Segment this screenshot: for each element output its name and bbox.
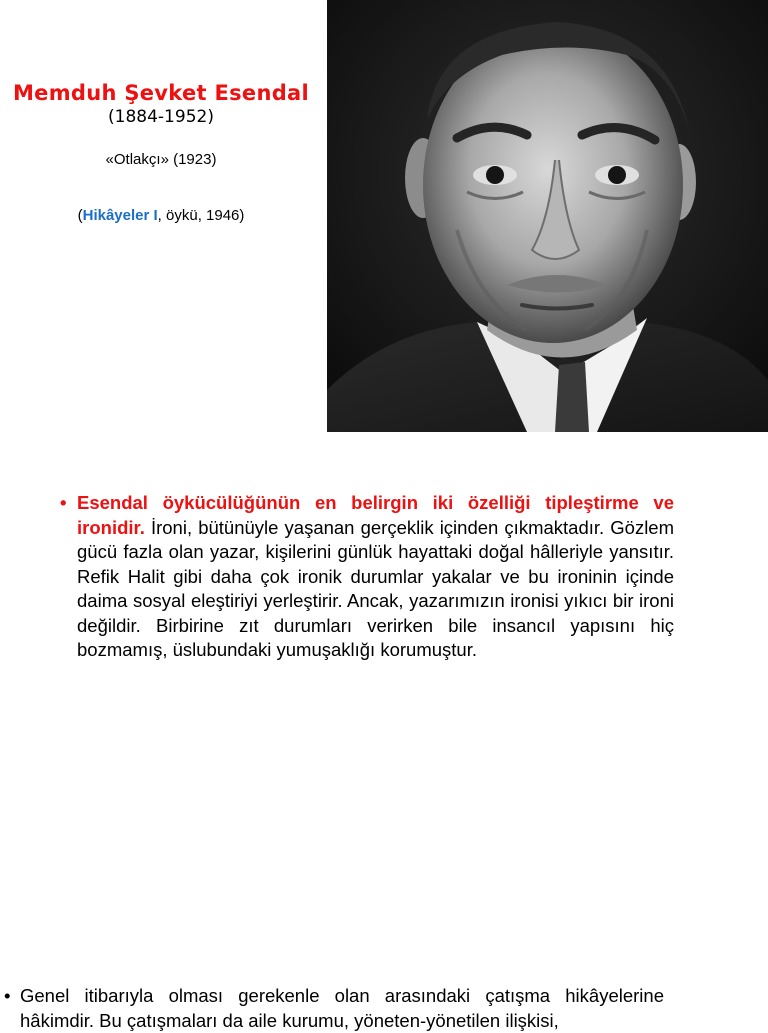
paragraph-irony: [60, 491, 674, 663]
paragraph-irony-lead: Esendal öykücülüğünün en belirgin iki özelliği tipleştirme ve ironidir.: [77, 492, 674, 538]
title-block: [0, 80, 322, 226]
work-otlakci: «Otlakçı» (1923): [105, 151, 217, 168]
work-hikayeler: [0, 206, 322, 226]
paragraph-conflict-text: Genel itibarıyla olması gerekenle olan arasındaki çatışma hikâyelerine hâkimdir. Bu çatışmaları da aile kurumu, yöneten-yönetilen ilişkisi,: [20, 985, 664, 1031]
bullet-marker: •: [4, 985, 11, 1006]
paragraph-conflict: [4, 984, 664, 1033]
work-hikayeler-open: (: [77, 207, 83, 224]
paragraph-irony-text: İroni, bütünüyle yaşanan gerçeklik içinden çıkmaktadır. Gözlem gücü fazla olan yazar, kişilerini günlük hayattaki doğal hâlleriyle yansıtır. Refik Halit gibi daha çok ironik durumlar yakalar ve bu ironinin içinde daima sosyal eleştiriyi yerleştirir. Ancak, yazarımızın ironisi yıkıcı bir ironi değildir. Birbirine zıt durumları verirken bile insancıl yapısını hiç bozmamış, üslubundaki yumuşaklığı korumuştur.: [77, 516, 674, 660]
author-name: Memduh Şevket Esendal: [12, 81, 310, 105]
work-hikayeler-title: Hikâyeler I: [82, 207, 158, 224]
author-years: (1884-1952): [108, 107, 214, 127]
work-hikayeler-details: , öykü, 1946): [157, 207, 245, 224]
bullet-marker: •: [60, 492, 67, 513]
paragraph-irony-body: [77, 491, 674, 663]
author-portrait: [327, 0, 768, 432]
